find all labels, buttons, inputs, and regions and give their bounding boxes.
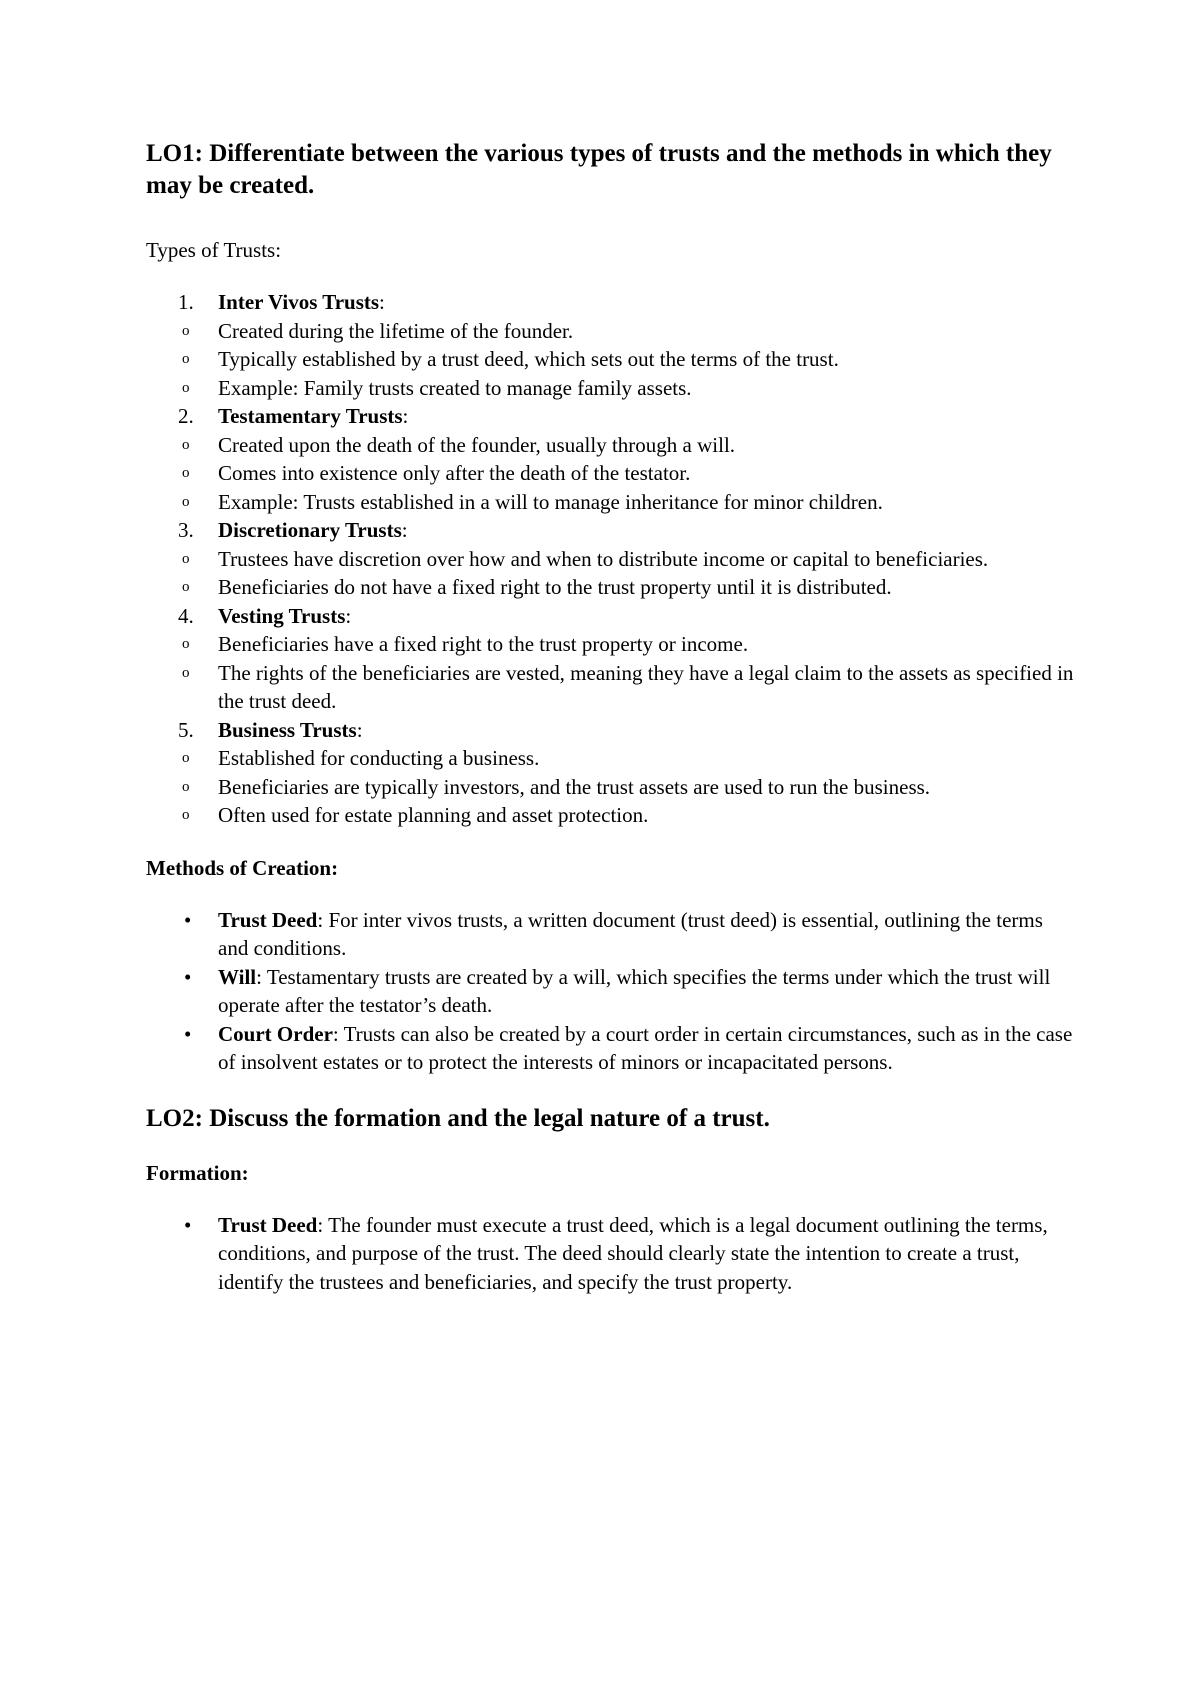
list-number: 3. [178,518,194,542]
list-item: o Example: Family trusts created to manage family assets. [182,375,692,400]
list-item: o Created during the lifetime of the founder. [182,318,574,343]
bullet-icon: • [184,907,192,932]
list-item: o Example: Trusts established in a will to manage inheritance for minor children. [182,489,883,514]
trust-type-points [146,744,1076,830]
list-item: o Created upon the death of the founder, usually through a will. [182,432,736,457]
methods-list [146,906,1076,1077]
lo2-heading: LO2: Discuss the formation and the legal nature of a trust. [146,1104,770,1132]
bullet-icon: • [184,1212,192,1237]
list-item [146,906,1076,963]
trust-type-points [146,545,1076,602]
trust-type-item: 3. Discretionary Trusts: o Trustees have discretion over how and when to distribute income or capital to beneficiaries. o Beneficiaries do not have a fixed right to the trust property until it is distributed. [146,516,1076,602]
list-item: o Often used for estate planning and asset protection. [182,803,649,827]
list-number: 1. [178,290,194,314]
list-item: o Beneficiaries are typically investors, and the trust assets are used to run the business. [182,774,931,799]
list-item: o Beneficiaries have a fixed right to the trust property or income. [182,632,749,656]
bullet-icon: • [184,1021,192,1046]
list-item: o Established for conducting a business. [182,746,540,770]
list-number: 5. [178,717,194,742]
bullet-icon: • [184,964,192,989]
trust-type-points [146,317,1076,403]
trust-type-points [146,630,1076,716]
trust-type-term: Inter Vivos Trusts [218,290,380,314]
trust-type-term: Discretionary Trusts [218,518,402,542]
method-term: Trust Deed [218,907,318,932]
method-term: Will [218,964,257,989]
trust-type-term: Vesting Trusts [218,603,346,628]
document-page [146,138,1076,1296]
method-text: : For inter vivos trusts, a written document (trust deed) is essential, outlining the terms and conditions. [218,907,1043,960]
list-item: o Typically established by a trust deed, which sets out the terms of the trust. [182,347,839,371]
method-text: : Trusts can also be created by a court order in certain circumstances, such as in the case of insolvent estates or to protect the interests of minors or incapacitated persons. [218,1021,1073,1074]
list-item [146,1211,1076,1297]
trust-type-term: Testamentary Trusts [218,404,403,428]
formation-list [146,1211,1076,1297]
list-item [146,963,1076,1020]
list-number: 2. [178,404,194,428]
trust-type-points [146,431,1076,517]
list-item: o The rights of the beneficiaries are vested, meaning they have a legal claim to the assets as specified in the trust deed. [182,660,1074,713]
method-term: Court Order [218,1021,333,1046]
trust-type-item: 4. Vesting Trusts: o Beneficiaries have a fixed right to the trust property or income. o The rights of the beneficiaries are vested, meaning they have a legal claim to the assets as specified in the trust deed. [146,602,1076,716]
list-item: o Beneficiaries do not have a fixed right to the trust property until it is distributed. [182,575,892,599]
trust-type-item: 2. Testamentary Trusts: o Created upon the death of the founder, usually through a will. o Comes into existence only after the death of the testator. o Example: Trusts established in a will to manage inheritance for minor children. [146,402,1076,516]
trust-type-item: 1. Inter Vivos Trusts: o Created during the lifetime of the founder. o Typically established by a trust deed, which sets out the terms of the trust. o Example: Family trusts created to manage family assets. [146,288,1076,402]
formation-text: : The founder must execute a trust deed, which is a legal document outlining the terms, conditions, and purpose of the trust. The deed should clearly state the intention to create a trust, identify the trustees and beneficiaries, and specify the trust property. [218,1212,1048,1294]
method-text: : Testamentary trusts are created by a will, which specifies the terms under which the trust will operate after the testator’s death. [218,964,1051,1017]
list-item: o Trustees have discretion over how and when to distribute income or capital to beneficiaries. [182,546,989,571]
formation-term: Trust Deed [218,1212,318,1237]
lo1-heading: LO1: Differentiate between the various types of trusts and the methods in which they may be created. [146,140,1052,199]
types-of-trusts-label: Types of Trusts: [146,238,282,262]
list-item: o Comes into existence only after the death of the testator. [182,461,691,485]
methods-of-creation-label: Methods of Creation: [146,855,339,880]
trust-type-term: Business Trusts [218,717,357,742]
list-number: 4. [178,603,194,628]
trust-type-item: 5. Business Trusts: o Established for conducting a business. o Beneficiaries are typically investors, and the trust assets are used to run the business. o Often used for estate planning and asset protection. [146,716,1076,830]
formation-label: Formation: [146,1160,249,1185]
types-of-trusts-list [146,288,1076,830]
list-item [146,1020,1076,1077]
